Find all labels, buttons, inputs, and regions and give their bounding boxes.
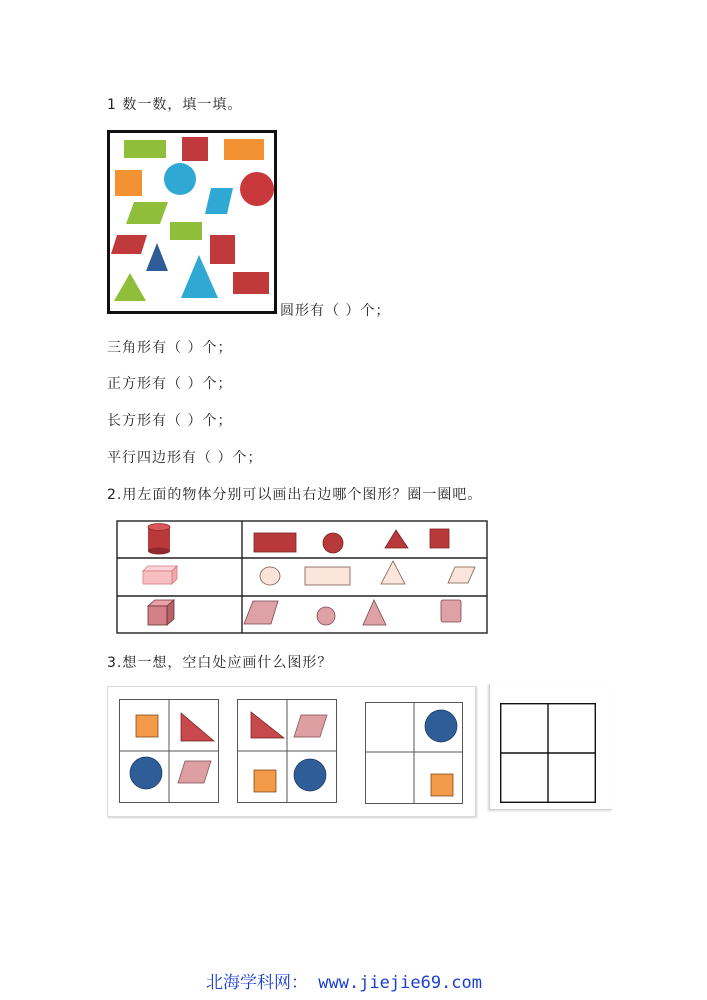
navy-circle-shape (294, 759, 326, 791)
orange-rectangle-shape (224, 139, 264, 160)
circle-option-2 (260, 567, 280, 585)
circle-option (323, 533, 343, 553)
question-1-title: 1 数一数，填一填。 (107, 97, 243, 113)
circle-option-3 (317, 607, 335, 625)
cuboid-solid (143, 566, 177, 584)
red-square-shape-2 (210, 235, 235, 264)
parallelogram-count-line: 平行四边形有（ ）个； (107, 450, 263, 466)
footer-watermark: 北海学科网： www.jiejie69.com (206, 973, 482, 993)
orange-square-shape (431, 774, 453, 796)
pattern-grid-1 (119, 699, 219, 803)
blue-circle-shape (164, 163, 196, 195)
pattern-grid-2 (237, 699, 337, 803)
rectangle-count-line: 长方形有（ ）个； (107, 413, 233, 429)
square-count-line: 正方形有（ ）个； (107, 376, 233, 392)
orange-square-shape (136, 715, 158, 737)
answer-grid[interactable] (500, 703, 596, 803)
red-square-shape (182, 137, 208, 161)
solids-table (116, 520, 488, 634)
square-option-2 (441, 600, 461, 622)
rectangle-option-2 (305, 567, 350, 585)
navy-circle-shape (425, 710, 457, 742)
green-rectangle-shape (124, 140, 166, 158)
orange-square-shape (254, 770, 276, 792)
rectangle-option (254, 533, 296, 552)
triangle-count-line: 三角形有（ ）个； (107, 340, 233, 356)
pattern-grid-3 (365, 702, 463, 804)
cylinder-solid (148, 524, 170, 555)
red-circle-shape (240, 172, 274, 206)
question-2-title: 2.用左面的物体分别可以画出右边哪个图形？圈一圈吧。 (107, 487, 483, 503)
red-parallelogram-shape (111, 235, 147, 254)
question-3-title: 3.想一想，空白处应画什么图形？ (107, 655, 333, 671)
square-option (430, 529, 449, 548)
red-rectangle-shape (233, 272, 269, 294)
green-small-rectangle-shape (170, 222, 202, 240)
shapes-picture (107, 130, 277, 314)
navy-circle-shape (130, 757, 162, 789)
cube-solid (148, 600, 174, 625)
circle-count-line: 圆形有（ ）个； (280, 303, 391, 319)
orange-square-shape (115, 170, 142, 196)
